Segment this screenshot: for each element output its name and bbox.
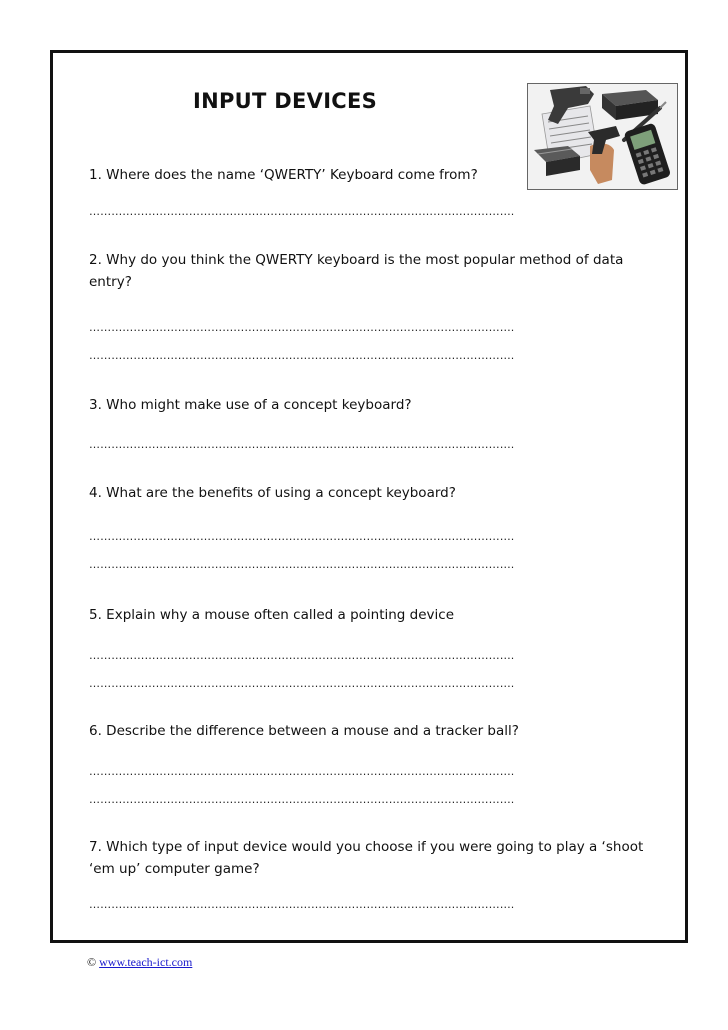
answer-line-q3: ……………………………………………………………………………………………………. — [89, 438, 515, 451]
question-4: 4. What are the benefits of using a concept keyboard? — [89, 485, 456, 501]
copyright-symbol: © — [87, 955, 97, 969]
answer-line-q1: ……………………………………………………………………………………………………. — [89, 205, 515, 218]
answer-line-q2-b: ……………………………………………………………………………………………………. — [89, 349, 515, 362]
page-title: INPUT DEVICES — [193, 89, 378, 113]
question-7: 7. Which type of input device would you choose if you were going to play a ‘shoot ‘em up’ computer game? — [89, 839, 644, 877]
question-5: 5. Explain why a mouse often called a pointing device — [89, 607, 455, 623]
question-6: 6. Describe the difference between a mouse and a tracker ball? — [89, 723, 519, 739]
question-2: 2. Why do you think the QWERTY keyboard is the most popular method of data entry? — [89, 252, 624, 290]
answer-line-q6-b: ……………………………………………………………………………………………………. — [89, 793, 515, 806]
question-3: 3. Who might make use of a concept keyboard? — [89, 397, 412, 413]
answer-line-q4-a: ……………………………………………………………………………………………………. — [89, 530, 515, 543]
question-1: 1. Where does the name ‘QWERTY’ Keyboard come from? — [89, 167, 478, 183]
answer-line-q6-a: ……………………………………………………………………………………………………. — [89, 765, 515, 778]
answer-line-q7: ……………………………………………………………………………………………………. — [89, 898, 515, 911]
answer-line-q5-b: ……………………………………………………………………………………………………. — [89, 677, 515, 690]
footer — [87, 955, 192, 970]
answer-line-q5-a: ……………………………………………………………………………………………………. — [89, 649, 515, 662]
answer-line-q4-b: ……………………………………………………………………………………………………. — [89, 558, 515, 571]
answer-line-q2-a: ……………………………………………………………………………………………………. — [89, 321, 515, 334]
worksheet-frame — [50, 50, 688, 943]
teach-ict-link[interactable]: www.teach-ict.com — [99, 955, 193, 969]
